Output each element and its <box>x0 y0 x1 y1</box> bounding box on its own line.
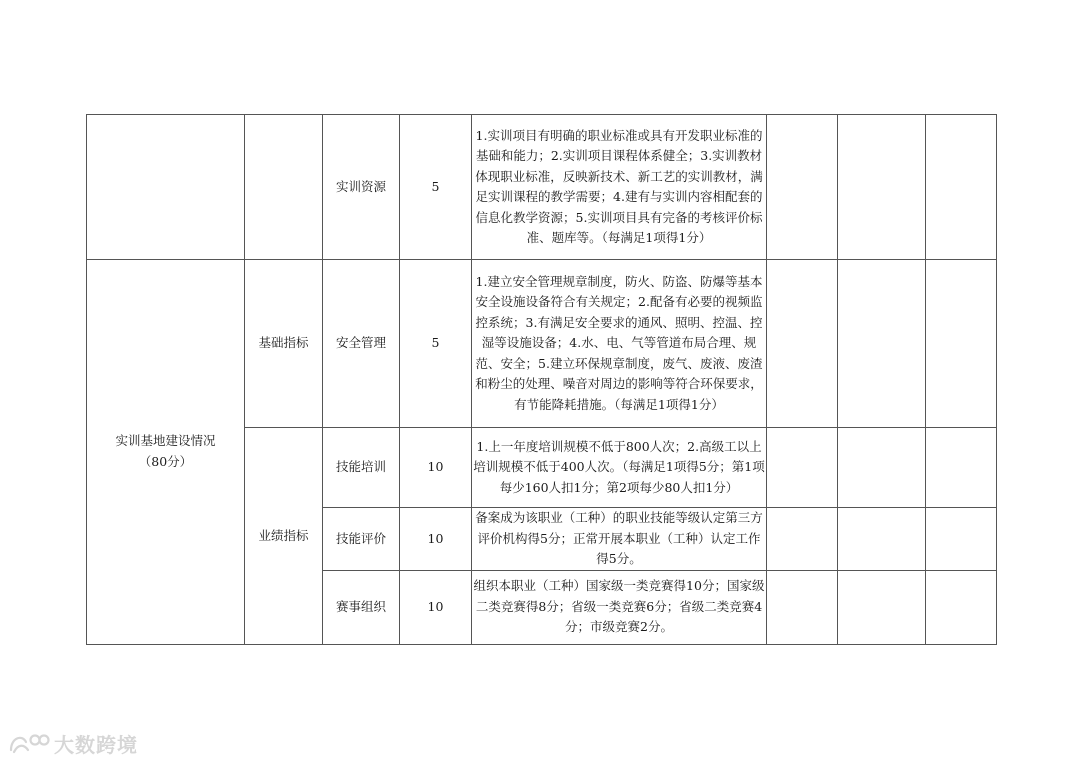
item-description: 1.上一年度培训规模不低于800人次；2.高级工以上培训规模不低于400人次。（每满足1项得5分；第1项每少160人扣1分；第2项每少80人扣1分） <box>472 428 767 508</box>
category-points: （80分） <box>138 453 193 469</box>
table-cell <box>245 115 323 260</box>
table-cell <box>838 260 926 428</box>
table-cell <box>767 570 838 644</box>
item-description: 1.实训项目有明确的职业标准或具有开发职业标准的基础和能力；2.实训项目课程体系健全；3.实训教材体现职业标准，反映新技术、新工艺的实训教材，满足实训课程的教学需要；4.建有与实训内容相配套的信息化教学资源；5.实训项目具有完备的考核评价标准、题库等。（每满足1项得1分） <box>472 115 767 260</box>
table-cell <box>767 428 838 508</box>
evaluation-table <box>86 114 997 645</box>
item-name: 技能培训 <box>323 428 400 508</box>
item-name: 技能评价 <box>323 508 400 571</box>
item-description: 组织本职业（工种）国家级一类竞赛得10分；国家级二类竞赛得8分；省级一类竞赛6分；省级二类竞赛4分；市级竞赛2分。 <box>472 570 767 644</box>
table-cell <box>926 508 997 571</box>
table-cell <box>838 428 926 508</box>
item-name: 安全管理 <box>323 260 400 428</box>
table-cell <box>87 115 245 260</box>
group-performance: 业绩指标 <box>245 428 323 645</box>
table-cell <box>926 428 997 508</box>
table-cell <box>926 260 997 428</box>
table-row <box>87 260 997 428</box>
group-basic: 基础指标 <box>245 260 323 428</box>
watermark <box>8 728 138 758</box>
item-score: 10 <box>400 508 472 571</box>
table-cell <box>767 115 838 260</box>
item-score: 5 <box>400 260 472 428</box>
table-cell <box>838 115 926 260</box>
table-cell <box>838 508 926 571</box>
item-description: 1.建立安全管理规章制度，防火、防盗、防爆等基本安全设施设备符合有关规定；2.配备有必要的视频监控系统；3.有满足安全要求的通风、照明、控温、控湿等设施设备；4.水、电、气等管道布局合理、规范、安全；5.建立环保规章制度，废气、废液、废渣和粉尘的处理、噪音对周边的影响等符合环保要求，有节能降耗措施。（每满足1项得1分） <box>472 260 767 428</box>
category-name: 实训基地建设情况 <box>115 433 216 449</box>
item-description: 备案成为该职业（工种）的职业技能等级认定第三方评价机构得5分；正常开展本职业（工种）认定工作得5分。 <box>472 508 767 571</box>
watermark-text: 大数跨境 <box>54 732 138 757</box>
table-cell <box>767 260 838 428</box>
item-score: 10 <box>400 428 472 508</box>
item-name: 实训资源 <box>323 115 400 260</box>
category-cell <box>87 260 245 645</box>
brand-logo-icon <box>8 730 50 756</box>
item-score: 5 <box>400 115 472 260</box>
table-cell <box>838 570 926 644</box>
item-score: 10 <box>400 570 472 644</box>
table-cell <box>926 115 997 260</box>
table-cell <box>767 508 838 571</box>
table-row <box>87 115 997 260</box>
table-cell <box>926 570 997 644</box>
item-name: 赛事组织 <box>323 570 400 644</box>
